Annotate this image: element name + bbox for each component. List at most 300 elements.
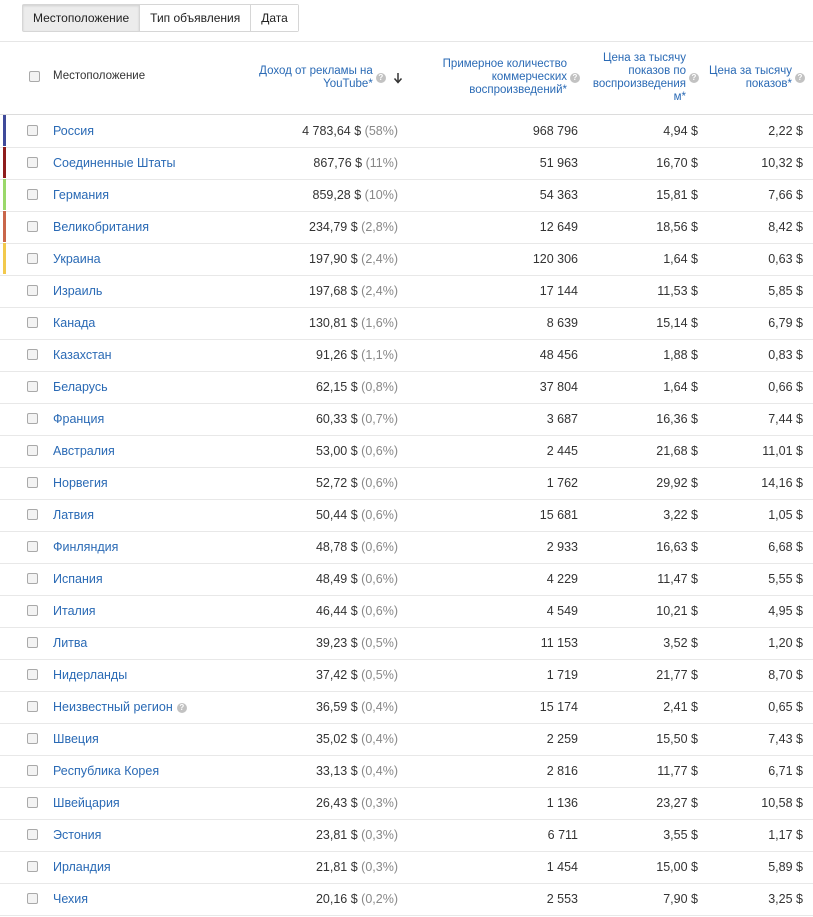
series-color-marker [3, 403, 6, 434]
cpm-cell: 6,79 $ [768, 316, 803, 330]
help-icon[interactable]: ? [570, 73, 580, 83]
revenue-value: 91,26 $ [315, 348, 358, 362]
tab-location[interactable]: Местоположение [23, 5, 140, 31]
cpm-cell: 0,63 $ [768, 252, 803, 266]
revenue-cell [313, 188, 399, 202]
revenue-value: 4 783,64 $ [302, 124, 362, 138]
revenue-share: (2,4%) [361, 252, 398, 266]
column-header-cpm-line1: Цена за тысячу [709, 65, 792, 77]
location-name: Литва [53, 636, 88, 650]
revenue-value: 33,13 $ [315, 764, 358, 778]
views-cell: 968 796 [532, 124, 578, 138]
cpm-playback-cell: 16,63 $ [656, 540, 698, 554]
help-icon[interactable]: ? [689, 73, 699, 83]
location-name: Эстония [53, 828, 102, 842]
location-name: Ирландия [53, 860, 111, 874]
views-cell: 2 259 [546, 732, 578, 746]
table-row[interactable] [0, 723, 813, 756]
location-name: Россия [53, 124, 94, 138]
views-cell: 12 649 [539, 220, 578, 234]
cpm-playback-cell: 21,77 $ [656, 668, 698, 682]
location-name: Чехия [53, 892, 89, 906]
views-cell: 15 174 [539, 700, 578, 714]
revenue-value: 26,43 $ [315, 796, 358, 810]
series-color-marker [3, 723, 6, 754]
table-row[interactable] [0, 563, 813, 596]
cpm-cell: 11,01 $ [762, 444, 803, 458]
series-color-marker [3, 787, 6, 818]
revenue-share: (0,4%) [361, 732, 398, 746]
row-checkbox[interactable] [27, 413, 38, 424]
revenue-cell [316, 572, 398, 586]
revenue-share: (0,6%) [361, 444, 398, 458]
cpm-cell: 8,70 $ [768, 668, 803, 682]
location-name: Канада [53, 316, 96, 330]
location-name: Германия [53, 188, 110, 202]
cpm-cell: 1,20 $ [768, 636, 803, 650]
table-row[interactable] [0, 435, 813, 468]
table-row[interactable] [0, 883, 813, 916]
location-name: Республика Корея [53, 764, 160, 778]
row-checkbox[interactable] [27, 541, 38, 552]
series-color-marker [3, 371, 6, 402]
series-color-marker [3, 499, 6, 530]
location-link[interactable] [53, 700, 187, 714]
series-color-marker [3, 627, 6, 658]
tab-ad-type[interactable]: Тип объявления [140, 5, 251, 31]
location-name: Финляндия [53, 540, 119, 554]
location-link[interactable] [53, 508, 94, 522]
location-link[interactable] [53, 892, 88, 906]
revenue-share: (0,6%) [361, 508, 398, 522]
location-link[interactable] [53, 252, 101, 266]
tab-bar [22, 4, 299, 32]
revenue-share: (1,6%) [361, 316, 398, 330]
views-cell: 3 687 [546, 412, 578, 426]
cpm-playback-cell: 15,50 $ [656, 732, 698, 746]
views-cell: 2 933 [546, 540, 578, 554]
location-link[interactable] [53, 124, 94, 138]
location-name: Испания [53, 572, 103, 586]
column-header-cpm-playback-line2: показов по [628, 65, 686, 77]
help-icon[interactable]: ? [177, 703, 187, 713]
cpm-cell: 8,42 $ [768, 220, 803, 234]
column-header-views-line2: коммерческих [491, 71, 567, 83]
revenue-value: 197,68 $ [309, 284, 358, 298]
location-name: Латвия [53, 508, 94, 522]
location-link[interactable] [53, 604, 96, 618]
table-row[interactable] [0, 531, 813, 564]
cpm-playback-cell: 1,64 $ [663, 380, 698, 394]
row-checkbox[interactable] [27, 349, 38, 360]
cpm-cell: 5,89 $ [768, 860, 803, 874]
column-header-cpm-playback-line3: воспроизведения [592, 78, 686, 90]
row-checkbox[interactable] [27, 285, 38, 296]
revenue-value: 53,00 $ [315, 444, 358, 458]
column-header-location[interactable]: Местоположение [53, 70, 146, 82]
revenue-value: 48,49 $ [315, 572, 358, 586]
cpm-playback-cell: 1,88 $ [663, 348, 698, 362]
views-cell: 8 639 [546, 316, 578, 330]
series-color-marker [3, 851, 6, 882]
revenue-share: (0,2%) [361, 892, 398, 906]
table-row[interactable] [0, 851, 813, 884]
row-checkbox[interactable] [27, 189, 38, 200]
views-cell: 1 762 [546, 476, 578, 490]
cpm-playback-cell: 15,00 $ [656, 860, 698, 874]
cpm-cell: 5,85 $ [768, 284, 803, 298]
series-color-marker [3, 819, 6, 850]
location-link[interactable] [53, 636, 87, 650]
series-color-marker [3, 179, 6, 210]
row-checkbox[interactable] [27, 573, 38, 584]
revenue-share: (1,1%) [361, 348, 398, 362]
location-link[interactable] [53, 412, 104, 426]
column-header-views[interactable] [443, 58, 580, 97]
views-cell: 17 144 [539, 284, 578, 298]
help-icon[interactable]: ? [376, 73, 386, 83]
revenue-value: 50,44 $ [315, 508, 358, 522]
revenue-cell [316, 892, 398, 906]
location-link[interactable] [53, 476, 108, 490]
series-color-marker [3, 243, 6, 274]
location-link[interactable] [53, 572, 103, 586]
location-name: Израиль [53, 284, 103, 298]
table-header [0, 42, 813, 115]
location-link[interactable] [53, 540, 118, 554]
cpm-cell: 3,25 $ [768, 892, 803, 906]
revenue-value: 60,33 $ [315, 412, 358, 426]
revenue-value: 36,59 $ [315, 700, 358, 714]
cpm-cell: 7,44 $ [768, 412, 803, 426]
views-cell: 4 229 [546, 572, 578, 586]
revenue-share: (0,8%) [361, 380, 398, 394]
revenue-share: (2,4%) [361, 284, 398, 298]
revenue-cell [316, 348, 398, 362]
location-link[interactable] [53, 156, 175, 170]
table-row[interactable] [0, 115, 813, 148]
revenue-value: 20,16 $ [315, 892, 358, 906]
table-row[interactable] [0, 755, 813, 788]
revenue-value: 234,79 $ [309, 220, 358, 234]
cpm-playback-cell: 15,14 $ [656, 316, 698, 330]
table-row[interactable] [0, 659, 813, 692]
views-cell: 2 816 [546, 764, 578, 778]
column-header-views-line1: Примерное количество [442, 58, 567, 70]
revenue-cell [316, 860, 398, 874]
revenue-share: (0,5%) [361, 668, 398, 682]
revenue-value: 62,15 $ [315, 380, 358, 394]
series-color-marker [3, 275, 6, 306]
revenue-value: 39,23 $ [315, 636, 358, 650]
column-header-cpm-playback-line1: Цена за тысячу [603, 52, 686, 64]
views-cell: 48 456 [539, 348, 578, 362]
cpm-cell: 7,66 $ [768, 188, 803, 202]
location-name: Нидерланды [53, 668, 128, 682]
location-name: Казахстан [53, 348, 112, 362]
table-row[interactable] [0, 275, 813, 308]
table-row[interactable] [0, 211, 813, 244]
revenue-share: (0,3%) [361, 860, 398, 874]
revenue-share: (2,8%) [361, 220, 398, 234]
table-row[interactable] [0, 627, 813, 660]
row-checkbox[interactable] [27, 125, 38, 136]
revenue-cell [316, 700, 398, 714]
revenue-cell [309, 252, 398, 266]
table-row[interactable] [0, 243, 813, 276]
cpm-playback-cell: 29,92 $ [656, 476, 698, 490]
row-checkbox[interactable] [27, 221, 38, 232]
location-name: Швеция [53, 732, 99, 746]
cpm-cell: 2,22 $ [768, 124, 803, 138]
cpm-playback-cell: 2,41 $ [663, 700, 698, 714]
revenue-value: 859,28 $ [312, 188, 362, 202]
series-color-marker [3, 563, 6, 594]
row-checkbox[interactable] [27, 381, 38, 392]
revenue-cell [309, 220, 398, 234]
views-cell: 37 804 [539, 380, 578, 394]
revenue-value: 35,02 $ [315, 732, 358, 746]
cpm-playback-cell: 11,47 $ [657, 572, 698, 586]
cpm-cell: 10,58 $ [761, 796, 803, 810]
location-name: Австралия [53, 444, 115, 458]
table-row[interactable] [0, 339, 813, 372]
cpm-cell: 7,43 $ [768, 732, 803, 746]
location-link[interactable] [53, 668, 127, 682]
cpm-cell: 5,55 $ [768, 572, 803, 586]
cpm-cell: 0,83 $ [768, 348, 803, 362]
views-cell: 6 711 [547, 828, 578, 842]
location-name: Соединенные Штаты [53, 156, 176, 170]
cpm-playback-cell: 23,27 $ [656, 796, 698, 810]
revenue-share: (10%) [364, 188, 398, 202]
row-checkbox[interactable] [27, 893, 38, 904]
revenue-share: (11%) [365, 156, 398, 170]
views-cell: 15 681 [539, 508, 578, 522]
row-checkbox[interactable] [27, 445, 38, 456]
series-color-marker [3, 147, 6, 178]
revenue-share: (0,6%) [361, 604, 398, 618]
row-checkbox[interactable] [27, 861, 38, 872]
cpm-playback-cell: 11,77 $ [657, 764, 698, 778]
cpm-playback-cell: 21,68 $ [656, 444, 698, 458]
column-header-cpm-playback[interactable] [593, 52, 699, 104]
row-checkbox[interactable] [27, 829, 38, 840]
revenue-cell [316, 380, 398, 394]
revenue-value: 48,78 $ [315, 540, 358, 554]
cpm-playback-cell: 10,21 $ [656, 604, 698, 618]
cpm-playback-cell: 16,70 $ [656, 156, 698, 170]
column-header-revenue[interactable] [259, 65, 403, 91]
views-cell: 120 306 [532, 252, 578, 266]
revenue-cell [316, 828, 398, 842]
views-cell: 11 153 [540, 636, 578, 650]
row-checkbox[interactable] [27, 701, 38, 712]
row-checkbox[interactable] [27, 797, 38, 808]
column-header-cpm-line2: показов* [745, 78, 792, 90]
cpm-cell: 14,16 $ [761, 476, 803, 490]
table-row[interactable] [0, 691, 813, 724]
cpm-playback-cell: 1,64 $ [663, 252, 698, 266]
location-link[interactable] [53, 220, 149, 234]
column-header-revenue-line2: YouTube* [323, 78, 373, 90]
table-row[interactable] [0, 819, 813, 852]
row-checkbox[interactable] [27, 477, 38, 488]
revenue-cell [316, 796, 398, 810]
table-row[interactable] [0, 787, 813, 820]
cpm-cell: 6,68 $ [768, 540, 803, 554]
table-row[interactable] [0, 179, 813, 212]
cpm-cell: 10,32 $ [761, 156, 803, 170]
series-color-marker [3, 531, 6, 562]
location-name: Беларусь [53, 380, 108, 394]
table-row[interactable] [0, 307, 813, 340]
cpm-playback-cell: 15,81 $ [656, 188, 698, 202]
location-link[interactable] [53, 796, 120, 810]
revenue-cell [302, 124, 398, 138]
location-link[interactable] [53, 316, 95, 330]
table-row[interactable] [0, 467, 813, 500]
location-link[interactable] [53, 380, 108, 394]
table-row[interactable] [0, 403, 813, 436]
location-link[interactable] [53, 444, 115, 458]
revenue-share: (0,3%) [361, 796, 398, 810]
row-checkbox[interactable] [27, 317, 38, 328]
cpm-playback-cell: 11,53 $ [657, 284, 698, 298]
select-all-checkbox[interactable] [29, 71, 40, 82]
location-link[interactable] [53, 828, 101, 842]
row-checkbox[interactable] [27, 509, 38, 520]
cpm-cell: 0,66 $ [768, 380, 803, 394]
revenue-cell [316, 508, 398, 522]
location-link[interactable] [53, 860, 111, 874]
views-cell: 51 963 [539, 156, 578, 170]
cpm-cell: 0,65 $ [768, 700, 803, 714]
location-name: Италия [53, 604, 96, 618]
cpm-cell: 4,95 $ [768, 604, 803, 618]
revenue-value: 23,81 $ [315, 828, 358, 842]
revenue-value: 37,42 $ [315, 668, 358, 682]
views-cell: 1 136 [546, 796, 578, 810]
series-color-marker [3, 307, 6, 338]
revenue-value: 52,72 $ [315, 476, 358, 490]
table-row[interactable] [0, 147, 813, 180]
revenue-cell [316, 732, 398, 746]
row-checkbox[interactable] [27, 637, 38, 648]
help-icon[interactable]: ? [795, 73, 805, 83]
revenue-cell [309, 316, 398, 330]
row-checkbox[interactable] [27, 253, 38, 264]
location-link[interactable] [53, 764, 159, 778]
revenue-cell [316, 444, 398, 458]
series-color-marker [3, 467, 6, 498]
cpm-playback-cell: 4,94 $ [663, 124, 698, 138]
cpm-playback-cell: 16,36 $ [656, 412, 698, 426]
cpm-playback-cell: 3,52 $ [663, 636, 698, 650]
location-name: Швейцария [53, 796, 120, 810]
cpm-playback-cell: 3,55 $ [663, 828, 698, 842]
location-name: Украина [53, 252, 101, 266]
column-header-cpm-playback-line4: м* [673, 91, 686, 103]
views-cell: 1 719 [546, 668, 578, 682]
revenue-share: (0,5%) [361, 636, 398, 650]
location-link[interactable] [53, 732, 99, 746]
series-color-marker [3, 883, 6, 914]
series-color-marker [3, 339, 6, 370]
location-name: Франция [53, 412, 105, 426]
views-cell: 1 454 [546, 860, 578, 874]
table-row[interactable] [0, 595, 813, 628]
revenue-share: (0,4%) [361, 700, 398, 714]
location-name: Норвегия [53, 476, 108, 490]
views-cell: 54 363 [539, 188, 578, 202]
revenue-value: 21,81 $ [315, 860, 358, 874]
revenue-share: (0,6%) [361, 540, 398, 554]
revenue-share: (0,4%) [361, 764, 398, 778]
revenue-share: (0,6%) [361, 476, 398, 490]
revenue-share: (0,6%) [361, 572, 398, 586]
cpm-playback-cell: 7,90 $ [663, 892, 698, 906]
location-link[interactable] [53, 188, 109, 202]
row-checkbox[interactable] [27, 157, 38, 168]
revenue-cell [316, 636, 398, 650]
cpm-playback-cell: 18,56 $ [656, 220, 698, 234]
revenue-share: (58%) [364, 124, 398, 138]
revenue-cell [316, 764, 398, 778]
revenue-share: (0,3%) [361, 828, 398, 842]
revenue-cell [316, 604, 398, 618]
cpm-cell: 1,17 $ [768, 828, 803, 842]
table-row[interactable] [0, 499, 813, 532]
row-checkbox[interactable] [27, 733, 38, 744]
series-color-marker [3, 595, 6, 626]
arrow-down-icon[interactable] [393, 72, 403, 84]
revenue-cell [316, 476, 398, 490]
column-header-revenue-line1: Доход от рекламы на [259, 65, 373, 77]
revenue-cell [316, 668, 398, 682]
revenue-value: 46,44 $ [315, 604, 358, 618]
location-link[interactable] [53, 348, 112, 362]
location-name: Великобритания [53, 220, 149, 234]
series-color-marker [3, 659, 6, 690]
series-color-marker [3, 115, 6, 146]
row-checkbox[interactable] [27, 669, 38, 680]
series-color-marker [3, 211, 6, 242]
revenue-cell [316, 540, 398, 554]
views-cell: 2 553 [546, 892, 578, 906]
location-link[interactable] [53, 284, 102, 298]
revenue-value: 130,81 $ [309, 316, 358, 330]
series-color-marker [3, 755, 6, 786]
column-header-cpm[interactable] [709, 65, 805, 91]
views-cell: 2 445 [546, 444, 578, 458]
series-color-marker [3, 691, 6, 722]
series-color-marker [3, 435, 6, 466]
revenue-value: 867,76 $ [313, 156, 363, 170]
cpm-cell: 1,05 $ [768, 508, 803, 522]
table-row[interactable] [0, 371, 813, 404]
revenue-cell [316, 412, 398, 426]
cpm-playback-cell: 3,22 $ [663, 508, 698, 522]
row-checkbox[interactable] [27, 765, 38, 776]
revenue-value: 197,90 $ [309, 252, 358, 266]
location-name: Неизвестный регион [53, 700, 173, 714]
cpm-cell: 6,71 $ [768, 764, 803, 778]
row-checkbox[interactable] [27, 605, 38, 616]
revenue-share: (0,7%) [361, 412, 398, 426]
revenue-cell [309, 284, 398, 298]
tab-date[interactable]: Дата [251, 5, 298, 31]
